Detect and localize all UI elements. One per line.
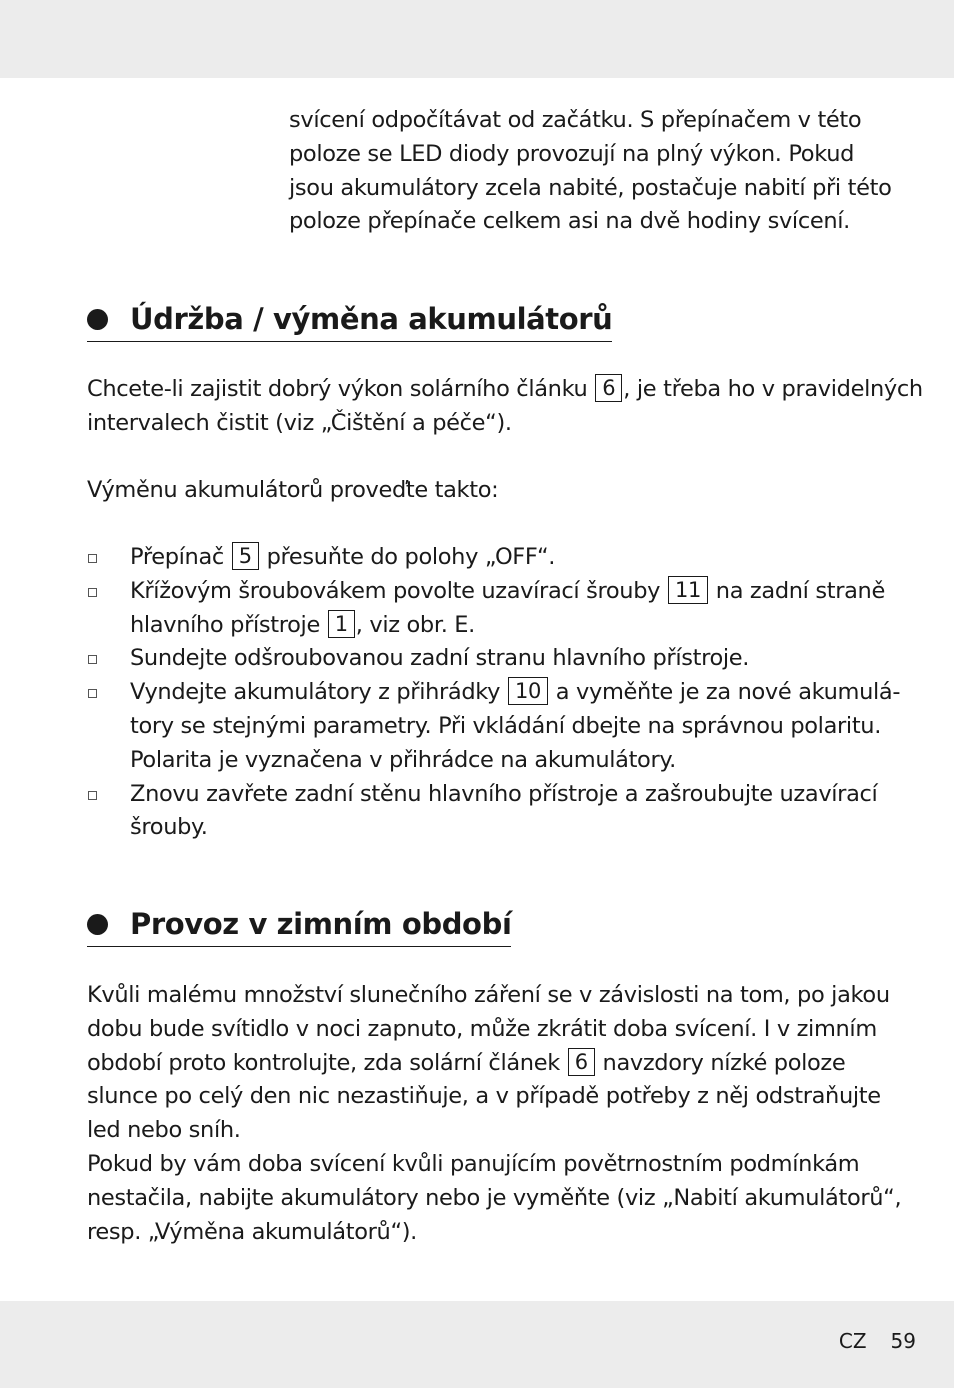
square-bullet-icon bbox=[88, 655, 97, 664]
text-line: Kvůli malému množství slunečního záření se v závislosti na tom, po jakou bbox=[87, 982, 890, 1008]
text-span: , viz obr. E. bbox=[355, 611, 475, 638]
text-line: led nebo sníh. bbox=[87, 1117, 241, 1144]
text-span: hlavního přístroje bbox=[130, 611, 320, 638]
text-line: Výměnu akumulátorů proveďte takto: bbox=[87, 477, 499, 503]
steps-intro bbox=[87, 474, 887, 508]
text-line: Pokud by vám doba svícení kvůli panujícím povětrnostním podmínkám bbox=[87, 1150, 860, 1177]
text-span: navzdory nízké poloze bbox=[602, 1049, 846, 1076]
list-item bbox=[87, 541, 887, 575]
text-line: svícení odpočítávat od začátku. S přepínačem v této bbox=[289, 107, 862, 133]
part-reference: 11 bbox=[668, 576, 708, 604]
text-line: Polarita je vyznačena v přihrádce na akumulátory. bbox=[130, 746, 676, 773]
text-span: a vyměňte je za nové akumulá- bbox=[555, 679, 901, 706]
text-line: dobu bude svítidlo v noci zapnuto, může zkrátit doba svícení. I v zimním bbox=[87, 1015, 877, 1042]
list-item bbox=[87, 778, 887, 846]
part-reference: 6 bbox=[568, 1048, 595, 1076]
part-reference: 6 bbox=[595, 374, 622, 402]
top-band bbox=[0, 0, 954, 78]
text-span: na zadní straně bbox=[715, 577, 885, 604]
text-line: šrouby. bbox=[130, 814, 208, 841]
text-span: Přepínač bbox=[130, 544, 224, 570]
section-heading-winter bbox=[87, 904, 511, 947]
square-bullet-icon bbox=[88, 791, 97, 800]
text-line: tory se stejnými parametry. Při vkládání dbejte na správnou polaritu. bbox=[130, 712, 882, 739]
text-line: intervalech čistit (viz „Čištění a péče“). bbox=[87, 409, 512, 436]
winter-paragraph bbox=[87, 979, 902, 1249]
list-item bbox=[87, 676, 901, 777]
section-title: Údržba / výměna akumulátorů bbox=[130, 302, 613, 336]
text-span: přesuňte do polohy „OFF“. bbox=[266, 544, 556, 570]
section-title: Provoz v zimním období bbox=[130, 907, 512, 941]
text-span: Křížovým šroubovákem povolte uzavírací šrouby bbox=[130, 577, 661, 604]
bottom-band bbox=[0, 1301, 954, 1388]
section-heading-maintenance bbox=[87, 299, 612, 342]
text-span: , je třeba ho v pravidelných bbox=[623, 376, 923, 402]
bullet-dot-icon bbox=[87, 914, 108, 935]
square-bullet-icon bbox=[88, 554, 97, 563]
text-span: Vyndejte akumulátory z přihrádky bbox=[130, 679, 501, 706]
steps-list bbox=[87, 541, 901, 845]
text-span: období proto kontrolujte, zda solární článek bbox=[87, 1049, 560, 1076]
text-span: Chcete-li zajistit dobrý výkon solárního článku bbox=[87, 376, 588, 402]
text-line: Znovu zavřete zadní stěnu hlavního přístroje a zašroubujte uzavírací bbox=[130, 780, 878, 807]
intro-paragraph bbox=[289, 104, 892, 239]
text-line: resp. „Výměna akumulátorů“). bbox=[87, 1218, 417, 1245]
part-reference: 5 bbox=[232, 542, 259, 570]
square-bullet-icon bbox=[88, 689, 97, 698]
text-line: poloze se LED diody provozují na plný výkon. Pokud bbox=[289, 140, 855, 167]
text-line: Sundejte odšroubovanou zadní stranu hlavního přístroje. bbox=[130, 645, 750, 672]
maintenance-paragraph bbox=[87, 373, 923, 441]
page-footer bbox=[839, 1325, 916, 1357]
square-bullet-icon bbox=[88, 588, 97, 597]
part-reference: 1 bbox=[328, 610, 355, 638]
list-item bbox=[87, 642, 887, 676]
page-number: 59 bbox=[890, 1329, 916, 1353]
text-line: jsou akumulátory zcela nabité, postačuje nabití při této bbox=[289, 174, 892, 201]
list-item bbox=[87, 575, 887, 643]
language-code: CZ bbox=[838, 1329, 867, 1353]
text-line: nestačila, nabijte akumulátory nebo je vyměňte (viz „Nabití akumulátorů“, bbox=[87, 1184, 902, 1211]
part-reference: 10 bbox=[508, 677, 548, 705]
text-line: slunce po celý den nic nezastiňuje, a v případě potřeby z něj odstraňujte bbox=[87, 1083, 881, 1110]
bullet-dot-icon bbox=[87, 309, 108, 330]
text-line: poloze přepínače celkem asi na dvě hodiny svícení. bbox=[289, 208, 850, 235]
